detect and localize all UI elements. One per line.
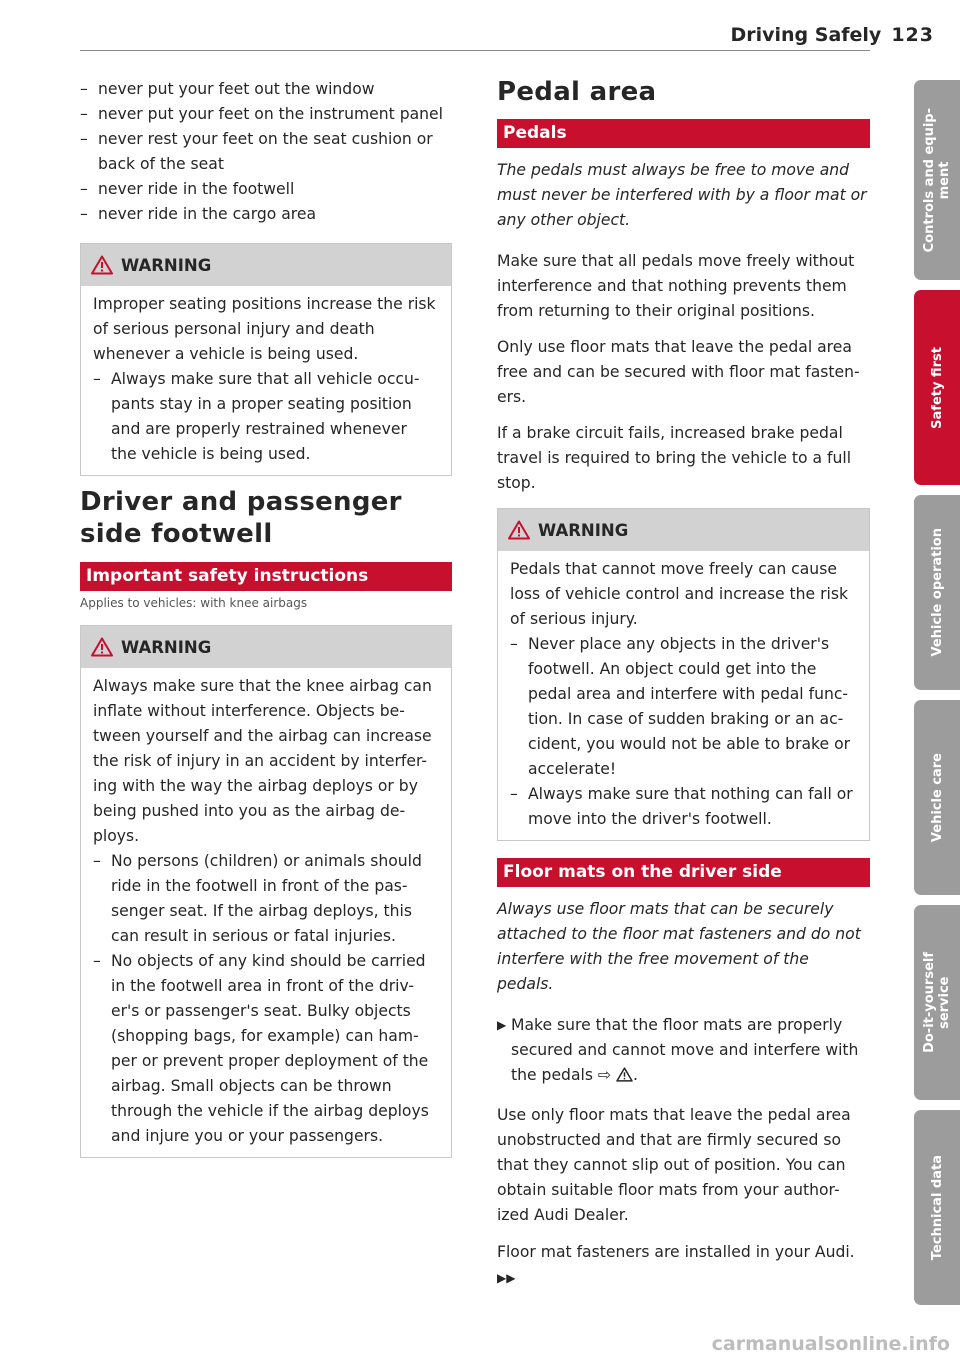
watermark: carmanualsonline.info xyxy=(711,1333,950,1355)
list-item: – never put your feet on the instrument panel xyxy=(80,105,443,123)
list-item: – never ride in the footwell xyxy=(80,180,295,198)
intro-list xyxy=(80,77,452,227)
warning-label: WARNING xyxy=(121,255,212,275)
list-item: – No objects of any kind should be carried in the footwell area in front of the driv-er's or passenger's seat. Bulky objects (shopping bags, for example) can ham-per or prevent proper deployment of the airbag. Small objects can be thrown through the vehicle if the airbag deploys and injure you or your passengers. xyxy=(93,952,429,1145)
warning-body xyxy=(498,551,869,840)
warning-list xyxy=(510,632,855,832)
list-item: – never put your feet out the window xyxy=(80,80,375,98)
tab-technical-data[interactable]: Technical data xyxy=(914,1110,960,1305)
running-header xyxy=(730,24,934,46)
warning-box xyxy=(80,243,452,476)
subsection-title: Floor mats on the driver side xyxy=(497,858,870,887)
warning-triangle-icon xyxy=(616,1067,633,1082)
body-paragraph: Floor mat fasteners are installed in your Audi. ▶▶ xyxy=(497,1243,855,1285)
tab-controls[interactable]: Controls and equip- ment xyxy=(914,80,960,280)
body-paragraph: Make sure that all pedals move freely without interference and that nothing prevents them from returning to their original positions. xyxy=(497,252,855,320)
warning-header xyxy=(81,244,451,286)
body-paragraph: Only use floor mats that leave the pedal area free and can be secured with floor mat fasten-ers. xyxy=(497,338,860,406)
page-number: 123 xyxy=(891,24,934,46)
warning-box xyxy=(497,508,870,841)
play-arrow-icon: ▶ xyxy=(497,1018,507,1032)
warning-list xyxy=(93,849,437,1149)
header-section: Driving Safely xyxy=(730,24,882,46)
list-item: – Always make sure that nothing can fall or move into the driver's footwell. xyxy=(510,785,853,828)
tab-do-it-yourself[interactable]: Do-it-yourself service xyxy=(914,905,960,1100)
tab-safety-first[interactable]: Safety first xyxy=(914,290,960,485)
warning-header xyxy=(81,626,451,668)
warning-list xyxy=(93,367,437,467)
body-paragraph: If a brake circuit fails, increased brake pedal travel is required to bring the vehicle to a full stop. xyxy=(497,424,852,492)
header-rule xyxy=(80,50,870,51)
warning-triangle-icon xyxy=(91,637,113,657)
subsection-title: Important safety instructions xyxy=(80,562,452,591)
subsection xyxy=(80,562,452,611)
continue-arrow-icon: ▶▶ xyxy=(497,1271,516,1285)
warning-label: WARNING xyxy=(538,520,629,540)
list-item: – Always make sure that all vehicle occu-pants stay in a proper seating position and are properly restrained whenever the vehicle is being used. xyxy=(93,370,420,463)
tab-vehicle-operation[interactable]: Vehicle operation xyxy=(914,495,960,690)
subsection-title: Pedals xyxy=(497,119,870,148)
warning-triangle-icon xyxy=(91,255,113,275)
instruction-step: ▶ Make sure that the floor mats are properly secured and cannot move and interfere with the pedals ⇨ . xyxy=(497,1013,870,1088)
warning-text: Always make sure that the knee airbag can inflate without interference. Objects be-tween yourself and the airbag can increase the risk of injury in an accident by interfer-ing with the way the airbag deploys or by being pushed into you as the airbag de-ploys. xyxy=(93,677,432,845)
body-paragraph: Use only floor mats that leave the pedal area unobstructed and that are firmly secured so that they cannot slip out of position. You can obtain suitable floor mats from your author-ized Audi Dealer. xyxy=(497,1106,851,1224)
applies-note: Applies to vehicles: with knee airbags xyxy=(80,596,308,610)
reference-arrow-icon: ⇨ xyxy=(597,1066,611,1084)
warning-header xyxy=(498,509,869,551)
warning-body xyxy=(81,286,451,475)
intro-text: The pedals must always be free to move and must never be interfered with by a floor mat or any other object. xyxy=(497,161,867,229)
list-item: – never ride in the cargo area xyxy=(80,205,317,223)
section-title: Pedal area xyxy=(497,77,657,107)
list-item: – never rest your feet on the seat cushion or back of the seat xyxy=(80,130,433,173)
warning-label: WARNING xyxy=(121,637,212,657)
list-item: – Never place any objects in the driver's footwell. An object could get into the pedal area and interfere with pedal func-tion. In case of sudden braking or an ac-cident, you would not be able to brake or accelerate! xyxy=(510,635,851,778)
section-title: Driver and passenger side footwell xyxy=(80,487,402,549)
intro-text: Always use floor mats that can be securely attached to the floor mat fasteners and do not interfere with the free movement of the pedals. xyxy=(497,900,861,993)
warning-text: Improper seating positions increase the risk of serious personal injury and death whenever a vehicle is being used. xyxy=(93,295,436,363)
warning-body xyxy=(81,668,451,1157)
warning-triangle-icon xyxy=(508,520,530,540)
warning-text: Pedals that cannot move freely can cause loss of vehicle control and increase the risk of serious injury. xyxy=(510,560,848,628)
list-item: – No persons (children) or animals should ride in the footwell in front of the pas-senger seat. If the airbag deploys, this can result in serious or fatal injuries. xyxy=(93,852,422,945)
tab-vehicle-care[interactable]: Vehicle care xyxy=(914,700,960,895)
warning-box xyxy=(80,625,452,1158)
